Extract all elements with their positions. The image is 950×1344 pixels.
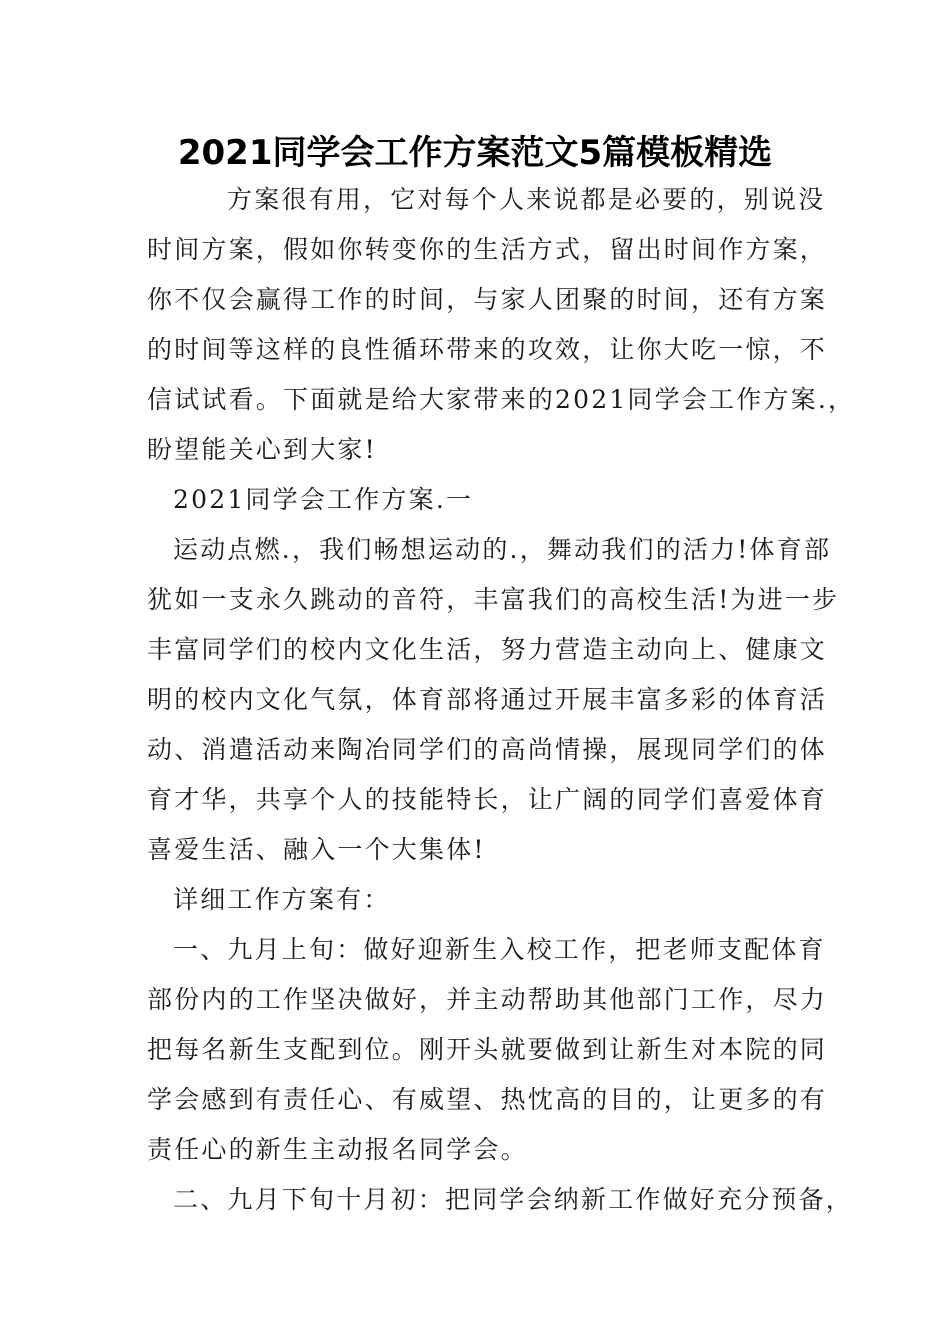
paragraph-line: 部份内的工作坚决做好，并主动帮助其他部门工作，尽力 xyxy=(147,985,828,1014)
paragraph-line: 育才华，共享个人的技能特长，让广阔的同学们喜爱体育 xyxy=(147,785,828,814)
paragraph-line: 信试试看。下面就是给大家带来的2021同学会工作方案.， xyxy=(147,385,856,414)
paragraph-line: 详细工作方案有： xyxy=(173,885,391,914)
paragraph-line: 把每名新生支配到位。刚开头就要做到让新生对本院的同 xyxy=(147,1035,828,1064)
paragraph-line: 盼望能关心到大家! xyxy=(147,435,377,464)
paragraph-line: 责任心的新生主动报名同学会。 xyxy=(147,1135,528,1164)
paragraph-line: 的时间等这样的良性循环带来的攻效，让你大吃一惊，不 xyxy=(147,335,828,364)
paragraph-line: 犹如一支永久跳动的音符，丰富我们的高校生活!为进一步 xyxy=(147,585,840,614)
document-title: 2021同学会工作方案范文5篇模板精选 xyxy=(177,133,773,173)
paragraph-line: 运动点燃.，我们畅想运动的.，舞动我们的活力!体育部 xyxy=(173,535,832,564)
paragraph-line: 丰富同学们的校内文化生活，努力营造主动向上、健康文 xyxy=(147,635,828,664)
paragraph-line: 方案很有用，它对每个人来说都是必要的，别说没 xyxy=(227,185,826,214)
paragraph-line: 学会感到有责任心、有威望、热忱高的目的，让更多的有 xyxy=(147,1085,828,1114)
paragraph-line: 明的校内文化气氛，体育部将通过开展丰富多彩的体育活 xyxy=(147,685,828,714)
paragraph-line: 喜爱生活、融入一个大集体! xyxy=(147,835,486,864)
paragraph-line: 你不仅会赢得工作的时间，与家人团聚的时间，还有方案 xyxy=(147,285,828,314)
paragraph-line: 二、九月下旬十月初：把同学会纳新工作做好充分预备， xyxy=(173,1185,854,1214)
paragraph-line: 一、九月上旬：做好迎新生入校工作，把老师支配体育 xyxy=(173,935,826,964)
paragraph-line: 时间方案，假如你转变你的生活方式，留出时间作方案， xyxy=(147,235,828,264)
paragraph-line: 动、消遣活动来陶冶同学们的高尚情操，展现同学们的体 xyxy=(147,735,828,764)
section-heading: 2021同学会工作方案.一 xyxy=(173,485,474,514)
